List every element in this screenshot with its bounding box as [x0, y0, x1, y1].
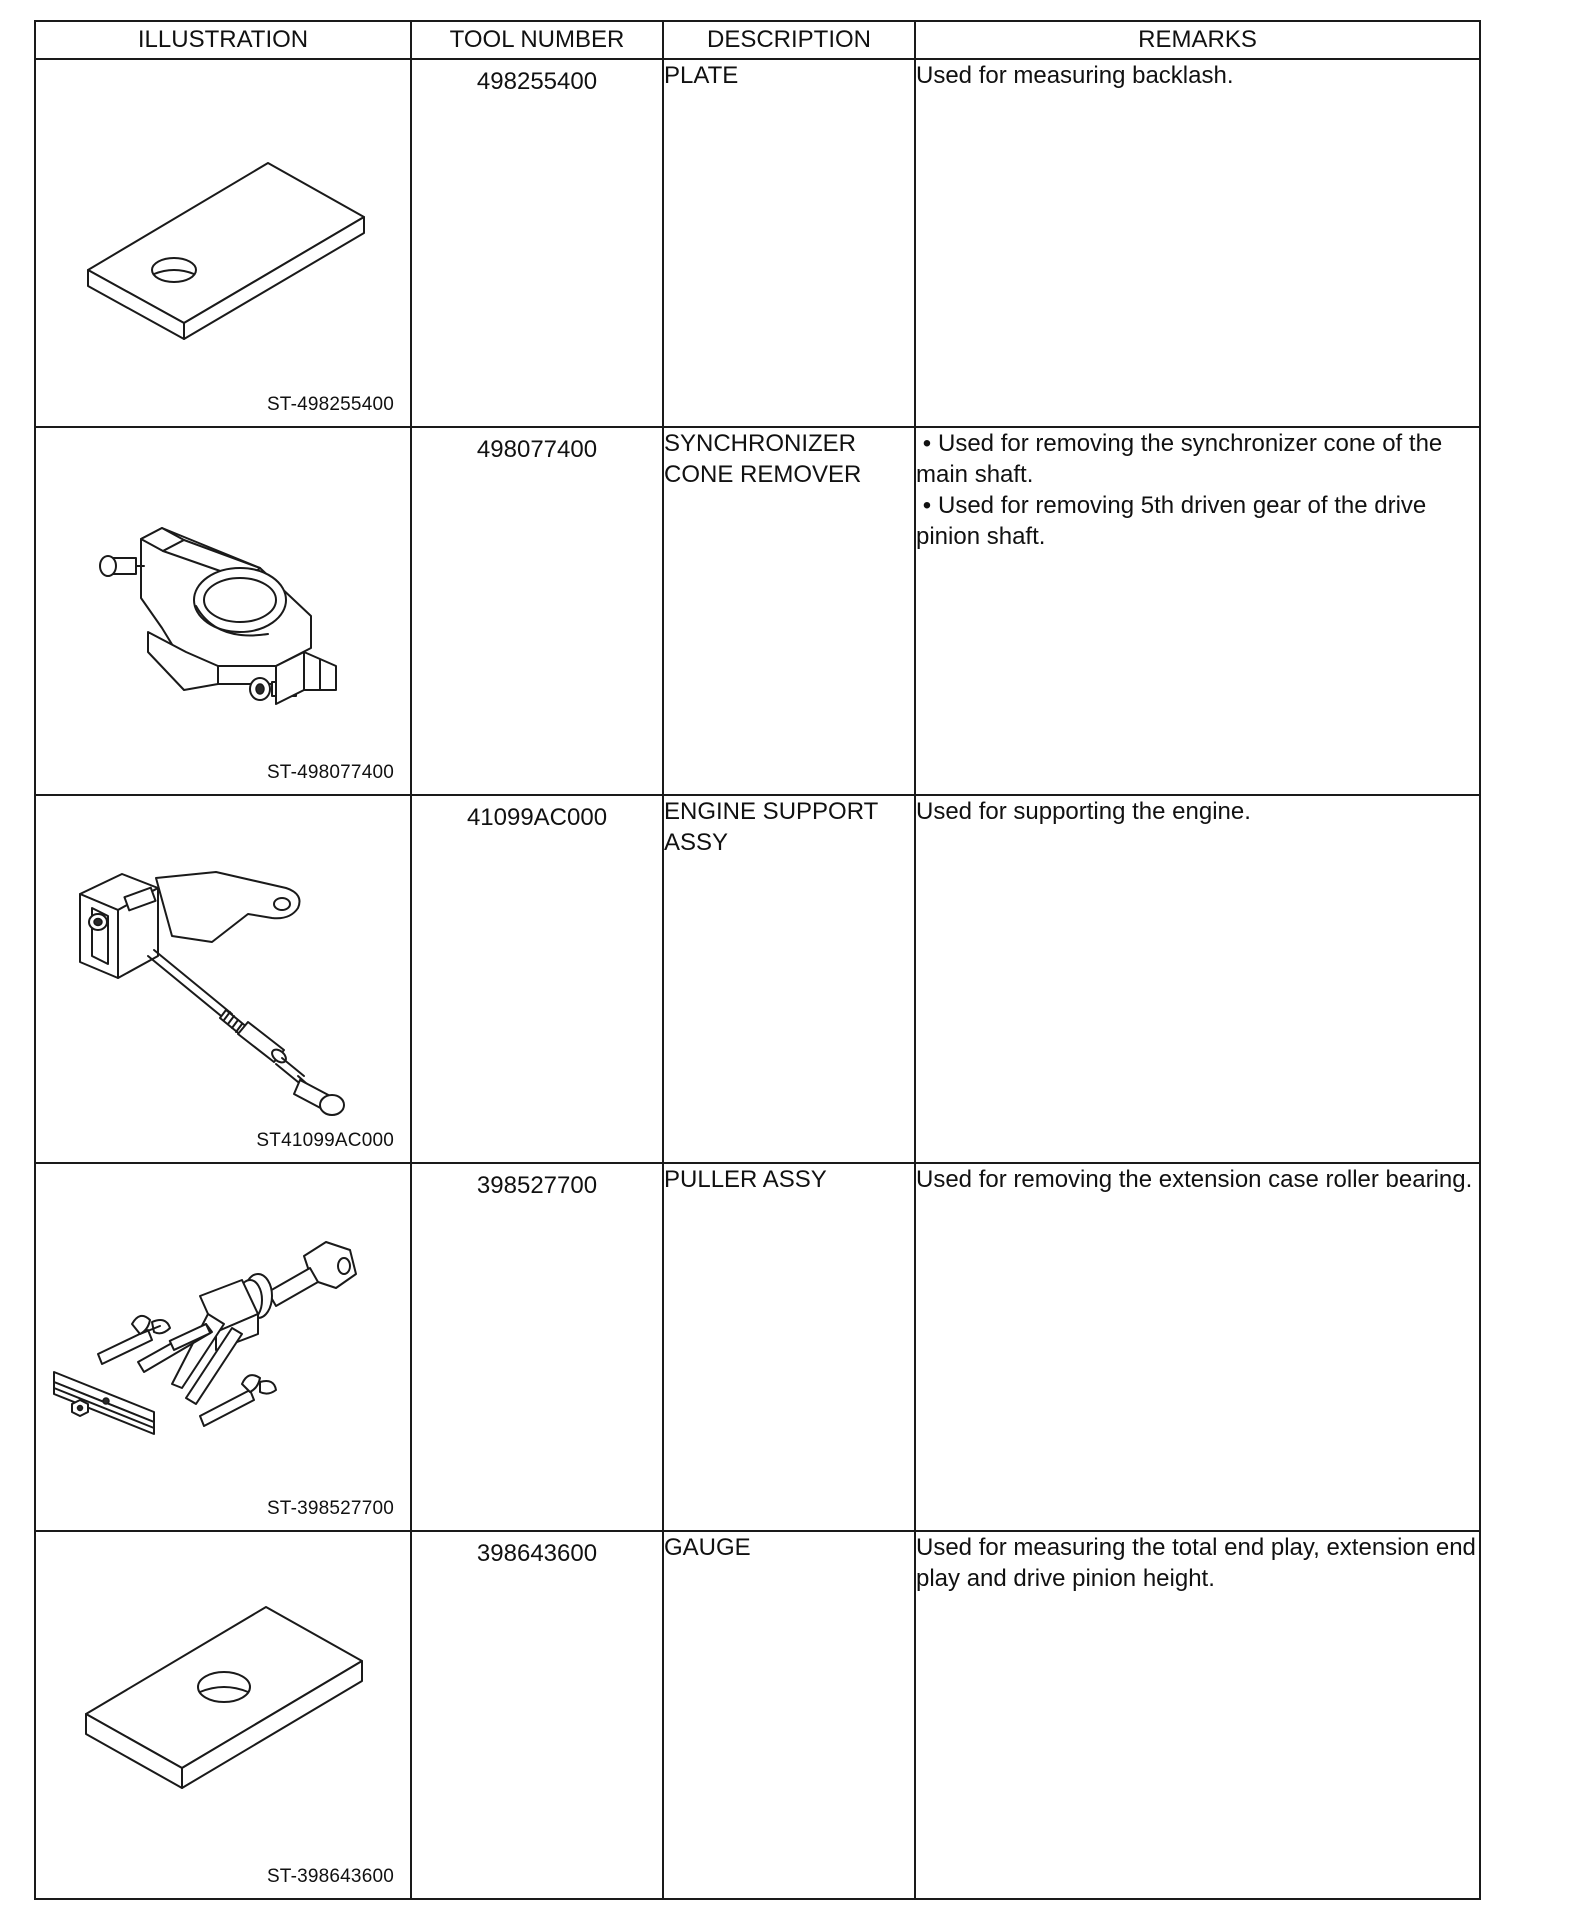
- illustration-code: ST-398643600: [266, 1866, 394, 1887]
- tool-number-cell: [411, 1163, 663, 1531]
- description-cell: [663, 59, 915, 427]
- table-row: [35, 427, 1480, 795]
- description-line: SYNCHRONIZER: [664, 430, 857, 457]
- remark-text: Used for removing the extension case roller bearing.: [916, 1166, 1473, 1193]
- table-row: [35, 1163, 1480, 1531]
- remark-text: Used for removing the synchronizer cone of the main shaft.: [916, 430, 1443, 488]
- description-cell: [663, 1163, 915, 1531]
- illustration-cell: [35, 59, 411, 427]
- table-row: [35, 59, 1480, 427]
- remark-text: Used for removing 5th driven gear of the drive pinion shaft.: [916, 492, 1427, 550]
- tool-number: 398527700: [476, 1172, 598, 1199]
- remark-text: Used for measuring backlash.: [916, 62, 1234, 89]
- remark-text: Used for measuring the total end play, extension end play and drive pinion height.: [916, 1534, 1476, 1592]
- tool-number: 498077400: [476, 436, 598, 463]
- remarks-cell: [915, 59, 1480, 427]
- tool-number-cell: [411, 59, 663, 427]
- header-description: DESCRIPTION: [663, 21, 915, 59]
- tool-number-cell: [411, 1531, 663, 1899]
- remark-bullet-item: [916, 490, 1479, 552]
- header-remarks: REMARKS: [915, 21, 1480, 59]
- description-line: ASSY: [664, 829, 729, 856]
- gauge-illustration: [36, 1532, 410, 1898]
- tool-number: 41099AC000: [466, 804, 608, 831]
- description-line: GAUGE: [664, 1534, 751, 1561]
- illustration-code: ST-398527700: [266, 1498, 394, 1519]
- description-line: CONE REMOVER: [664, 461, 862, 488]
- header-illustration: ILLUSTRATION: [35, 21, 411, 59]
- illustration-code: ST-498077400: [266, 762, 394, 783]
- table-row: [35, 1531, 1480, 1899]
- header-tool-number: TOOL NUMBER: [411, 21, 663, 59]
- description-cell: [663, 427, 915, 795]
- special-tools-table: [34, 20, 1481, 1900]
- bullet-icon: •: [922, 430, 932, 457]
- illustration-cell: [35, 1531, 411, 1899]
- remarks-cell: [915, 1163, 1480, 1531]
- table-header-row: [35, 21, 1480, 59]
- illustration-cell: [35, 1163, 411, 1531]
- illustration-cell: [35, 427, 411, 795]
- synchronizer-cone-remover-illustration: [36, 428, 410, 794]
- puller-assy-illustration: [36, 1164, 410, 1530]
- illustration-code: ST41099AC000: [256, 1130, 394, 1151]
- illustration-cell: [35, 795, 411, 1163]
- description-cell: [663, 795, 915, 1163]
- description-line: PLATE: [664, 62, 739, 89]
- table-row: [35, 795, 1480, 1163]
- description-cell: [663, 1531, 915, 1899]
- tool-number: 398643600: [476, 1540, 598, 1567]
- illustration-code: ST-498255400: [266, 394, 394, 415]
- description-line: ENGINE SUPPORT: [664, 798, 879, 825]
- remarks-cell: [915, 427, 1480, 795]
- engine-support-assy-illustration: [36, 796, 410, 1162]
- bullet-icon: •: [922, 492, 932, 519]
- remark-bullet-item: [916, 428, 1479, 490]
- plate-illustration: [36, 60, 410, 426]
- remarks-cell: [915, 1531, 1480, 1899]
- remark-text: Used for supporting the engine.: [916, 798, 1251, 825]
- tool-number-cell: [411, 795, 663, 1163]
- remarks-cell: [915, 795, 1480, 1163]
- tool-number: 498255400: [476, 68, 598, 95]
- description-line: PULLER ASSY: [664, 1166, 827, 1193]
- tool-number-cell: [411, 427, 663, 795]
